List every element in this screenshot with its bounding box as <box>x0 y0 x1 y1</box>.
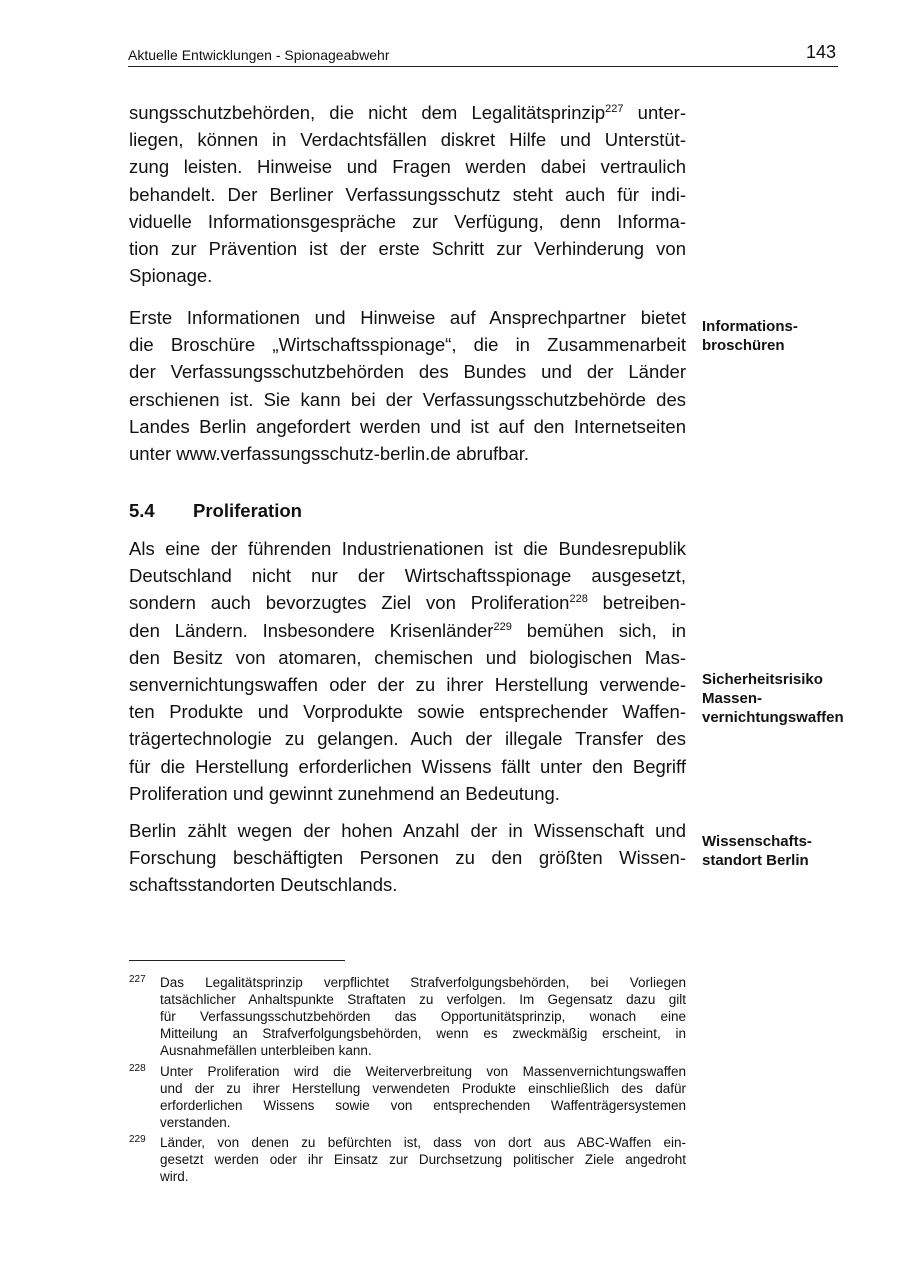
text-span: sungsschutzbehörden, die nicht dem Legalitätsprinzip <box>129 102 606 123</box>
margin-note-sicherheitsrisiko <box>702 670 844 727</box>
footnote-line: und der zu ihrer Herstellung verwendeten Produkte einschließlich des dafür <box>160 1081 686 1096</box>
text-line: Spionage. <box>129 265 213 287</box>
text-span: den Ländern. Insbesondere Krisenländer <box>129 619 494 641</box>
text-line: Berlin zählt wegen der hohen Anzahl der in Wissenschaft und <box>129 820 686 841</box>
text-line: behandelt. Der Berliner Verfassungsschutz steht auch für indi- <box>129 183 686 205</box>
text-line: trägertechnologie zu gelangen. Auch der illegale Transfer des <box>129 728 686 750</box>
footnote-228 <box>129 1063 686 1131</box>
footnote-line: wird. <box>160 1169 189 1184</box>
text-line <box>129 99 686 126</box>
footnote-227 <box>129 974 686 1059</box>
footnote-line: verstanden. <box>160 1115 231 1130</box>
page-number: 143 <box>805 42 836 62</box>
footnote-ref-228: 228 <box>569 593 588 606</box>
section-number: 5.4 <box>129 500 155 521</box>
footnote-229 <box>129 1134 686 1185</box>
footnote-ref-229: 229 <box>493 620 512 633</box>
footnote-number: 228 <box>129 1063 146 1074</box>
footnote-line: Das Legalitätsprinzip verpflichtet Strafverfolgungsbehörden, bei Vorliegen <box>160 975 686 990</box>
section-heading <box>129 500 302 522</box>
text-line <box>129 589 686 616</box>
margin-note-line: vernichtungswaffen <box>702 709 844 726</box>
footnote-line: Unter Proliferation wird die Weiterverbreitung von Massenvernichtungswaffen <box>160 1064 686 1079</box>
margin-note-line: broschüren <box>702 337 785 354</box>
margin-note-informationsbroschueren <box>702 317 798 355</box>
paragraph-broschuere <box>129 304 686 467</box>
margin-note-wissenschaftsstandort <box>702 832 812 870</box>
footnote-number: 229 <box>129 1134 146 1145</box>
text-span: sondern auch bevorzugtes Ziel von Proliferation <box>129 592 570 614</box>
footnote-line: erforderlichen Wissens sowie von entsprechenden Waffenträgersystemen <box>160 1098 686 1113</box>
text-line: Proliferation und gewinnt zunehmend an Bedeutung. <box>129 782 560 804</box>
footnote-separator <box>129 960 345 961</box>
text-line: die Broschüre „Wirtschaftsspionage“, die in Zusammenarbeit <box>129 334 686 356</box>
paragraph-wissenschaftsstandort <box>129 817 686 899</box>
footnote-ref-227: 227 <box>605 102 624 115</box>
margin-note-line: Sicherheitsrisiko <box>702 671 823 688</box>
text-line: zung leisten. Hinweise und Fragen werden dabei vertraulich <box>129 156 686 178</box>
footnote-line: Ausnahmefällen unterbleiben kann. <box>160 1043 372 1058</box>
text-line: schaftsstandorten Deutschlands. <box>129 874 398 896</box>
text-line: Deutschland nicht nur der Wirtschaftsspionage ausgesetzt, <box>129 565 686 587</box>
footnote-line: Mitteilung an Strafverfolgungsbehörden, wenn es zweckmäßig erscheint, in <box>160 1026 686 1041</box>
footnote-number: 227 <box>129 974 146 985</box>
text-line: erschienen ist. Sie kann bei der Verfassungsschutzbehörde des <box>129 388 686 410</box>
text-span: bemühen sich, in <box>511 619 686 641</box>
margin-note-line: Informations- <box>702 318 798 335</box>
text-span: unter- <box>623 102 686 123</box>
margin-note-line: Wissenschafts- <box>702 833 812 850</box>
text-line: Forschung beschäftigten Personen zu den größten Wissen- <box>129 847 686 869</box>
paragraph-verfassungsschutz-hilfe <box>129 99 686 289</box>
text-line: liegen, können in Verdachtsfällen diskret Hilfe und Unterstüt- <box>129 129 686 151</box>
text-line: Landes Berlin angefordert werden und ist auf den Internetseiten <box>129 415 686 437</box>
text-line: Erste Informationen und Hinweise auf Ansprechpartner bietet <box>129 307 686 328</box>
footnote-line: für Verfassungsschutzbehörden das Opportunitätsprinzip, wonach eine <box>160 1009 686 1024</box>
text-line: tion zur Prävention ist der erste Schritt zur Verhinderung von <box>129 238 686 260</box>
margin-note-line: standort Berlin <box>702 852 809 869</box>
footnote-line: Länder, von denen zu befürchten ist, dass von dort aus ABC-Waffen ein- <box>160 1135 686 1150</box>
text-line <box>129 617 686 644</box>
text-line: für die Herstellung erforderlichen Wissens fällt unter den Begriff <box>129 755 686 777</box>
footnote-text <box>160 1134 686 1185</box>
text-line: Als eine der führenden Industrienationen ist die Bundesrepublik <box>129 538 686 559</box>
footnote-line: gesetzt werden oder ihr Einsatz zur Durchsetzung politischer Ziele angedroht <box>160 1152 686 1167</box>
text-line: senvernichtungswaffen oder der zu ihrer Herstellung verwende- <box>129 674 686 696</box>
text-line: viduelle Informationsgespräche zur Verfügung, denn Informa- <box>129 210 686 232</box>
paragraph-proliferation <box>129 535 686 807</box>
text-line: ten Produkte und Vorprodukte sowie entsprechender Waffen- <box>129 701 686 723</box>
text-line: unter www.verfassungsschutz-berlin.de abrufbar. <box>129 443 530 465</box>
text-line: der Verfassungsschutzbehörden des Bundes und der Länder <box>129 361 686 383</box>
running-header <box>128 40 838 67</box>
footnote-line: tatsächlicher Anhaltspunkte Straftaten zu verfolgen. Im Gegensatz dazu gilt <box>160 992 686 1007</box>
footnote-text <box>160 1063 686 1131</box>
section-title: Proliferation <box>193 500 302 521</box>
footnote-text <box>160 974 686 1059</box>
text-line: den Besitz von atomaren, chemischen und biologischen Mas- <box>129 646 686 668</box>
header-title: Aktuelle Entwicklungen - Spionageabwehr <box>128 47 390 63</box>
text-span: betreiben- <box>587 592 686 614</box>
margin-note-line: Massen- <box>702 690 763 707</box>
